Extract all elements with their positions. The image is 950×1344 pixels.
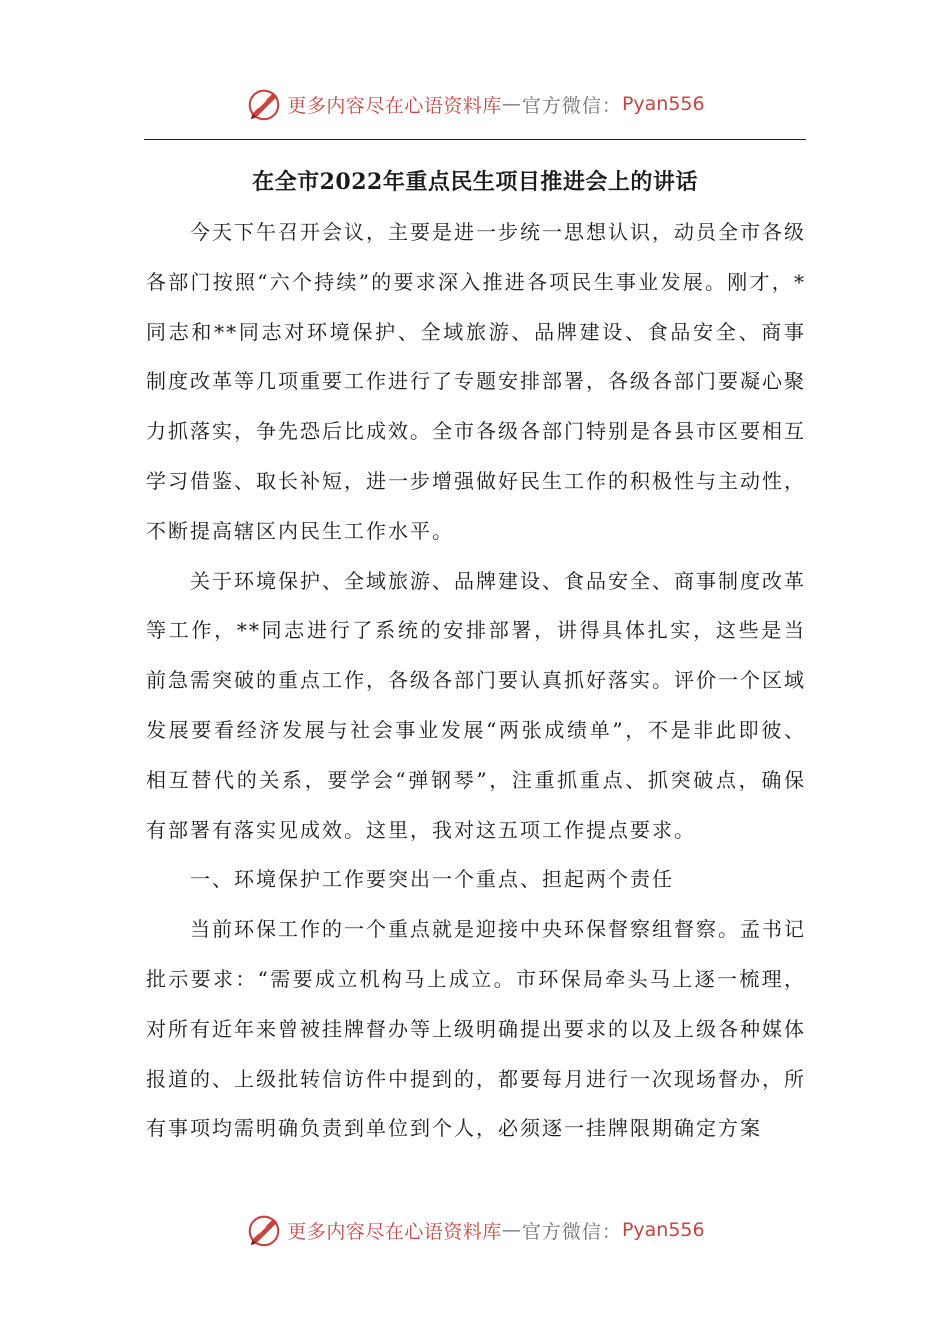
watermark-site-text: 更多内容尽在心语资料库	[287, 1220, 502, 1243]
paragraph-2: 关于环境保护、全域旅游、品牌建设、食品安全、商事制度改革等工作，**同志进行了系统的安排部署，讲得具体扎实，这些是当前急需突破的重点工作，各级各部门要认真抓好落实。评价一个区域发展要看经济发展与社会事业发展“两张成绩单”，不是非此即彼、相互替代的关系，要学会“弹钢琴”，注重抓重点、抓突破点，确保有部署有落实见成效。这里，我对这五项工作提点要求。	[146, 568, 806, 842]
paragraph-1: 今天下午召开会议，主要是进一步统一思想认识，动员全市各级各部门按照“六个持续”的要求深入推进各项民生事业发展。刚才，*同志和**同志对环境保护、全域旅游、品牌建设、食品安全、商事制度改革等几项重要工作进行了专题安排部署，各级各部门要凝心聚力抓落实，争先恐后比成效。全市各级各部门特别是各县市区要相互学习借鉴、取长补短，进一步增强做好民生工作的积极性与主动性，不断提高辖区内民生工作水平。	[146, 220, 806, 543]
watermark-banner-top	[0, 84, 950, 124]
pen-logo-icon	[245, 1211, 283, 1249]
watermark-dash: —	[501, 93, 522, 115]
header-divider	[144, 139, 806, 140]
watermark-banner-bottom	[0, 1210, 950, 1250]
watermark-label: 官方微信：	[521, 94, 622, 117]
document-title: 在全市2022年重点民生项目推进会上的讲话	[252, 169, 698, 195]
watermark-label: 官方微信：	[521, 1220, 622, 1243]
watermark-dash: —	[501, 1219, 522, 1241]
watermark-account: Pyan556	[621, 1219, 705, 1241]
document-body	[146, 208, 806, 1154]
section-heading-1: 一、环境保护工作要突出一个重点、担起两个责任	[190, 867, 674, 892]
watermark-site-text: 更多内容尽在心语资料库	[287, 94, 502, 117]
pen-logo-icon	[245, 85, 283, 123]
watermark-account: Pyan556	[621, 93, 705, 115]
paragraph-3: 当前环保工作的一个重点就是迎接中央环保督察组督察。孟书记批示要求：“需要成立机构马上成立。市环保局牵头马上逐一梳理，对所有近年来曾被挂牌督办等上级明确提出要求的以及上级各种媒体报道的、上级批转信访件中提到的，都要每月进行一次现场督办，所有事项均需明确负责到单位到个人，必须逐一挂牌限期确定方案	[146, 917, 806, 1141]
